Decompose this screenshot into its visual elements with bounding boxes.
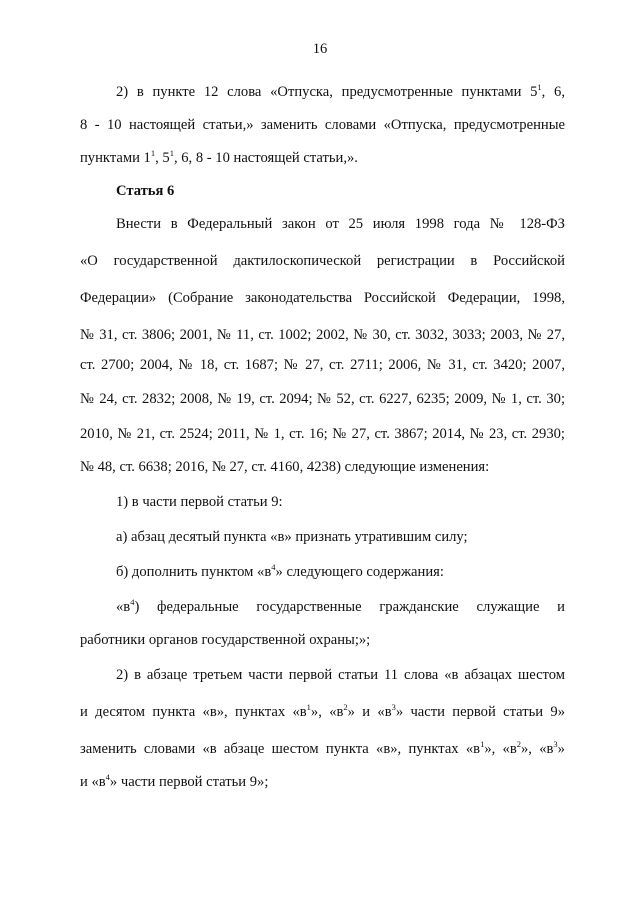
text-line: [116, 215, 565, 233]
text-run: », «в: [484, 741, 517, 757]
text-run: ст. 2700; 2004, № 18, ст. 1687; № 27, ст. 2711; 2006, № 31, ст. 3420; 2007,: [80, 357, 565, 373]
superscript: 3: [391, 702, 396, 712]
text-run: а) абзац десятый пункта «в» признать утратившим силу;: [116, 529, 468, 545]
text-run: Внести в Федеральный закон от 25 июля 1998 года № 128-ФЗ: [116, 216, 565, 232]
superscript: 4: [105, 772, 110, 782]
text-run: 8 - 10 настоящей статьи,» заменить словами «Отпуска, предусмотренные: [80, 117, 565, 133]
superscript: 1: [537, 82, 542, 92]
text-line: [80, 425, 565, 443]
superscript: 1: [150, 148, 156, 158]
superscript: 1: [169, 148, 174, 158]
superscript: 4: [130, 597, 135, 607]
text-run: » и «в: [347, 704, 392, 720]
text-line: [116, 598, 565, 616]
superscript: 1: [480, 739, 485, 749]
text-run: ) федеральные государственные гражданские служащие и: [134, 599, 565, 615]
text-line: [116, 182, 565, 200]
text-run: » следующего содержания:: [275, 564, 444, 580]
text-run: 1) в части первой статьи 9:: [116, 494, 283, 510]
text-run: », «в: [310, 704, 344, 720]
text-run: » части первой статьи 9»;: [109, 774, 269, 790]
superscript: 3: [553, 739, 558, 749]
text-run: пунктами 1: [80, 150, 151, 166]
text-run: и «в: [80, 774, 106, 790]
text-run: «в: [116, 599, 131, 615]
text-line: [80, 149, 565, 167]
text-run: и десятом пункта «в», пунктах «в: [80, 704, 307, 720]
text-run: б) дополнить пунктом «в: [116, 564, 272, 580]
text-run: № 48, ст. 6638; 2016, № 27, ст. 4160, 4238) следующие изменения:: [80, 459, 490, 475]
superscript: 2: [343, 702, 348, 712]
superscript: 2: [516, 739, 521, 749]
text-run: , 5: [155, 150, 170, 166]
text-line: [80, 252, 565, 270]
text-run: , 6,: [541, 84, 565, 100]
text-run: заменить словами «в абзаце шестом пункта «в», пунктах «в: [80, 741, 481, 757]
text-run: », «в: [521, 741, 554, 757]
text-line: [80, 458, 565, 476]
text-run: работники органов государственной охраны;»;: [80, 632, 371, 648]
text-line: [80, 116, 565, 134]
text-run: 2) в пункте 12 слова «Отпуска, предусмотренные пунктами 5: [116, 84, 538, 100]
text-line: [116, 493, 565, 511]
text-run: № 24, ст. 2832; 2008, № 19, ст. 2094; № 52, ст. 6227, 6235; 2009, № 1, ст. 30;: [80, 391, 565, 407]
text-run: № 31, ст. 3806; 2001, № 11, ст. 1002; 2002, № 30, ст. 3032, 3033; 2003, № 27,: [80, 327, 565, 343]
text-line: [80, 740, 565, 758]
text-run: 2010, № 21, ст. 2524; 2011, № 1, ст. 16; № 27, ст. 3867; 2014, № 23, ст. 2930;: [80, 426, 565, 442]
text-line: [116, 83, 565, 101]
text-line: [116, 666, 565, 684]
text-run: »: [557, 741, 565, 757]
text-run: » части первой статьи 9»: [395, 704, 565, 720]
text-line: [80, 631, 565, 649]
text-run: 2) в абзаце третьем части первой статьи 11 слова «в абзацах шестом: [116, 667, 565, 683]
superscript: 1: [306, 702, 311, 712]
text-run: Статья 6: [116, 183, 175, 199]
text-run: , 6, 8 - 10 настоящей статьи,».: [173, 150, 358, 166]
text-line: [80, 703, 565, 721]
text-line: [80, 326, 565, 344]
page-number: 16: [312, 41, 328, 57]
text-run: Федерации» (Собрание законодательства Российской Федерации, 1998,: [80, 290, 565, 306]
text-line: [80, 289, 565, 307]
superscript: 4: [271, 562, 276, 572]
text-line: [80, 390, 565, 408]
text-run: «О государственной дактилоскопической регистрации в Российской: [80, 253, 565, 269]
text-line: [80, 773, 565, 791]
text-line: [116, 528, 565, 546]
text-line: [80, 356, 565, 374]
text-line: [116, 563, 565, 581]
